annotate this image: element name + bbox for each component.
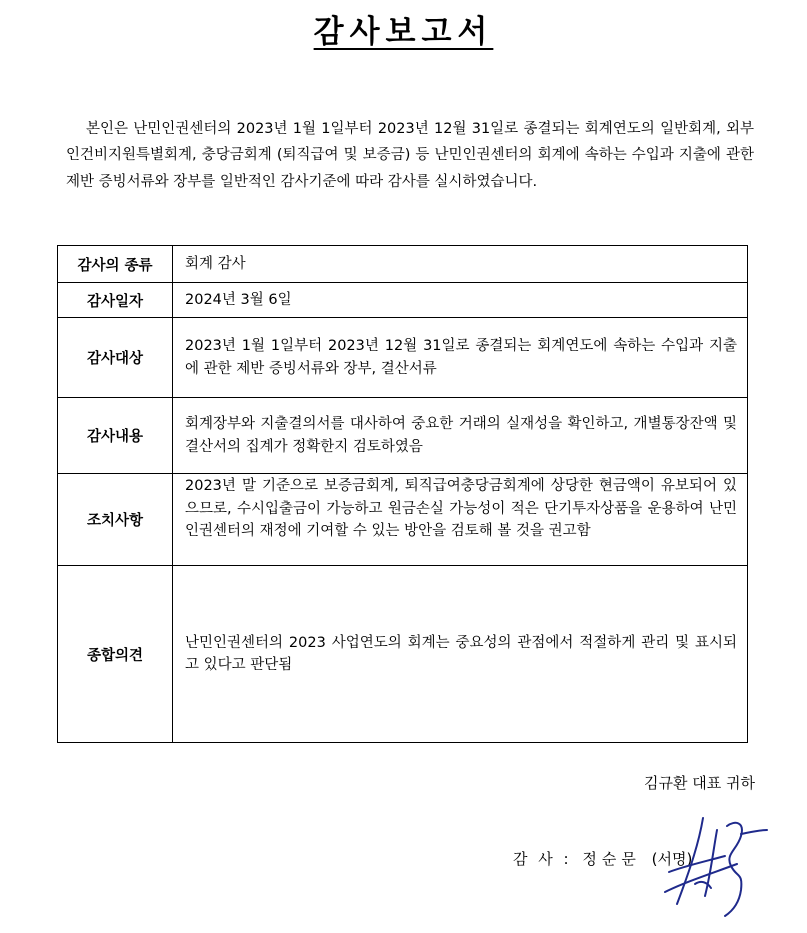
signature-placeholder: (서명) [651,850,693,868]
addressee: 김규환 대표 귀하 [644,774,755,792]
table-row [58,398,748,474]
table-row [58,318,748,398]
row-value-overall-opinion: 난민인권센터의 2023 사업연도의 회계는 중요성의 관점에서 적절하게 관리 및 표시되고 있다고 판단됨 [173,566,748,743]
row-label-audit-content: 감사내용 [58,398,173,474]
row-value-audit-date: 2024년 3월 6일 [173,283,748,318]
row-value-audit-type: 회계 감사 [173,246,748,283]
document-title: 감사보고서 [313,14,494,50]
table-row [58,246,748,283]
row-label-audit-date: 감사일자 [58,283,173,318]
table-row [58,283,748,318]
row-label-audit-type: 감사의 종류 [58,246,173,283]
row-label-action-items: 조치사항 [58,474,173,566]
handwritten-signature [655,812,775,922]
table-row [58,474,748,566]
row-value-audit-content: 회계장부와 지출결의서를 대사하여 중요한 거래의 실재성을 확인하고, 개별통장잔액 및 결산서의 집계가 정확한지 검토하였음 [173,398,748,474]
row-value-action-items: 2023년 말 기준으로 보증금회계, 퇴직급여충당금회계에 상당한 현금액이 유보되어 있으므로, 수시입출금이 가능하고 원금손실 가능성이 적은 단기투자상품을 운용하여 난민인권센터의 재정에 기여할 수 있는 방안을 검토해 볼 것을 권고함 [173,474,748,566]
auditor-label: 감 사 : [513,850,572,868]
auditor-name: 정순문 [582,850,641,868]
row-label-audit-target: 감사대상 [58,318,173,398]
table-row [58,566,748,743]
row-value-audit-target: 2023년 1월 1일부터 2023년 12월 31일로 종결되는 회계연도에 속하는 수입과 지출에 관한 제반 증빙서류와 장부, 결산서류 [173,318,748,398]
intro-paragraph: 본인은 난민인권센터의 2023년 1월 1일부터 2023년 12월 31일로 종결되는 회계연도의 일반회계, 외부인건비지원특별회계, 충당금회계 (퇴직급여 및 보증금) 등 난민인권센터의 회계에 속하는 수입과 지출에 관한 제반 증빙서류와 장부를 일반적인 감사기준에 따라 감사를 실시하였습니다. [66,120,754,190]
audit-table [57,245,748,743]
row-label-overall-opinion: 종합의견 [58,566,173,743]
